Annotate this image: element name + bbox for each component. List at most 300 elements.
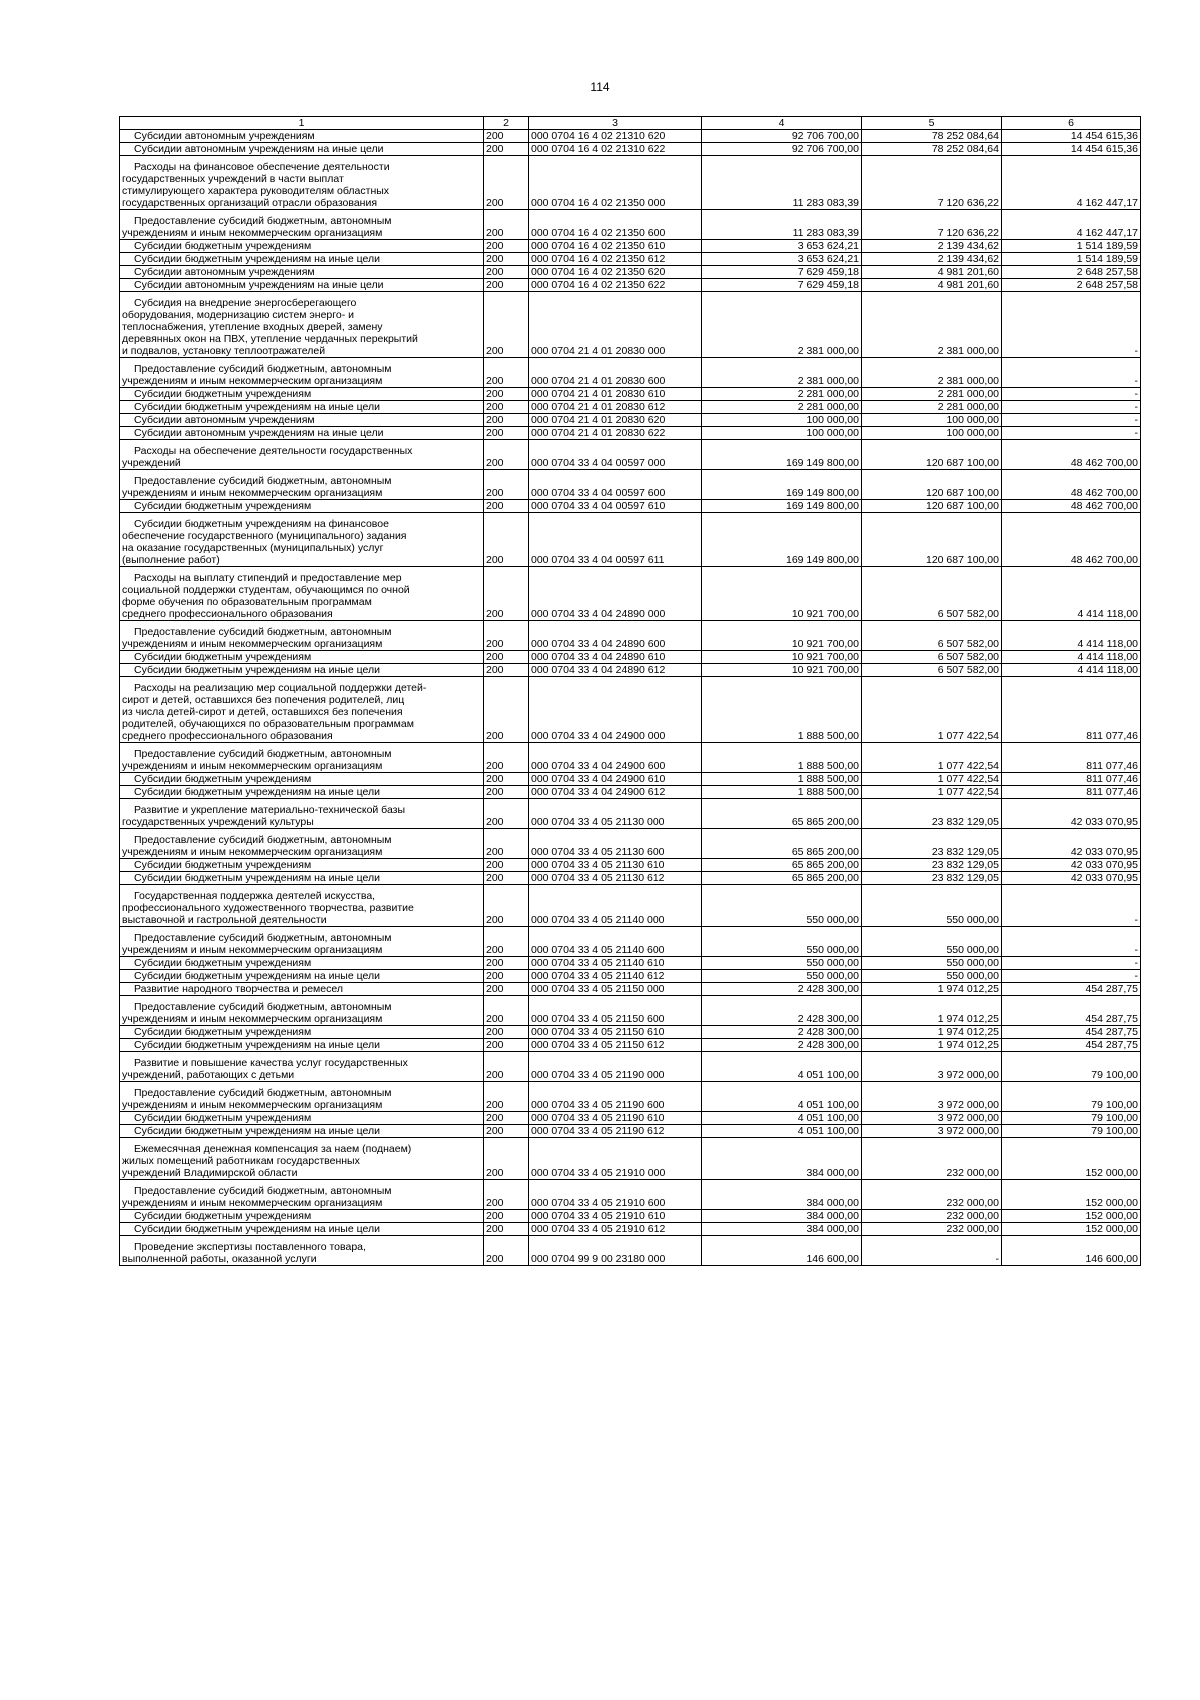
row-name xyxy=(120,664,484,677)
row-col4: 2 381 000,00 xyxy=(702,358,862,388)
row-name-line: Субсидии бюджетным учреждениям xyxy=(134,651,312,663)
row-col5: 23 832 129,05 xyxy=(862,799,1002,829)
row-code: 200 xyxy=(484,427,529,440)
row-kbk: 000 0704 33 4 04 24890 610 xyxy=(529,651,702,664)
row-kbk: 000 0704 33 4 04 00597 610 xyxy=(529,500,702,513)
row-name-line: Субсидии бюджетным учреждениям xyxy=(134,957,312,969)
row-name-line: выставочной и гастрольной деятельности xyxy=(122,914,327,926)
row-col4: 10 921 700,00 xyxy=(702,567,862,621)
row-code: 200 xyxy=(484,358,529,388)
row-col5: 4 981 201,60 xyxy=(862,279,1002,292)
row-code: 200 xyxy=(484,500,529,513)
row-kbk: 000 0704 33 4 05 21130 612 xyxy=(529,872,702,885)
row-name-line: Развитие народного творчества и ремесел xyxy=(134,983,343,995)
row-name-line: Субсидии бюджетным учреждениям на иные цели xyxy=(134,1223,380,1235)
row-kbk: 000 0704 33 4 05 21130 600 xyxy=(529,829,702,859)
row-name xyxy=(120,1180,484,1210)
row-col5: 6 507 582,00 xyxy=(862,651,1002,664)
row-kbk: 000 0704 33 4 04 00597 000 xyxy=(529,440,702,470)
row-col4: 2 428 300,00 xyxy=(702,1039,862,1052)
row-name-line: Субсидии бюджетным учреждениям xyxy=(134,240,312,252)
row-name xyxy=(120,786,484,799)
row-name-line: Расходы на финансовое обеспечение деятельности xyxy=(134,161,390,173)
row-code: 200 xyxy=(484,970,529,983)
row-name xyxy=(120,240,484,253)
row-col6: - xyxy=(1002,401,1141,414)
header-cell: 3 xyxy=(529,117,702,130)
table-row xyxy=(120,470,1141,500)
row-col5: 7 120 636,22 xyxy=(862,210,1002,240)
row-col6: 4 414 118,00 xyxy=(1002,621,1141,651)
row-col5: 100 000,00 xyxy=(862,427,1002,440)
row-name xyxy=(120,401,484,414)
row-name xyxy=(120,440,484,470)
row-name-line: Субсидии бюджетным учреждениям на иные цели xyxy=(134,253,380,265)
row-kbk: 000 0704 33 4 05 21190 600 xyxy=(529,1082,702,1112)
row-col5: 550 000,00 xyxy=(862,885,1002,927)
row-col5: 1 077 422,54 xyxy=(862,773,1002,786)
row-col6: - xyxy=(1002,414,1141,427)
header-cell: 1 xyxy=(120,117,484,130)
row-name-line: учреждениям и иным некоммерческим организациям xyxy=(122,487,383,499)
table-body xyxy=(120,130,1141,1266)
row-kbk: 000 0704 33 4 05 21150 600 xyxy=(529,996,702,1026)
row-col6: 811 077,46 xyxy=(1002,773,1141,786)
row-name-line: форме обучения по образовательным программам xyxy=(122,596,372,608)
row-col6: 48 462 700,00 xyxy=(1002,470,1141,500)
row-name-line: Субсидии автономным учреждениям на иные цели xyxy=(134,279,384,291)
row-name-line: жилых помещений работникам государственных xyxy=(122,1155,360,1167)
table-row xyxy=(120,677,1141,743)
row-name-line: Субсидии бюджетным учреждениям на финансовое xyxy=(134,518,389,530)
row-name-line: (выполнение работ) xyxy=(122,554,220,566)
row-name xyxy=(120,470,484,500)
row-col4: 4 051 100,00 xyxy=(702,1112,862,1125)
row-col6: 146 600,00 xyxy=(1002,1236,1141,1266)
table-row xyxy=(120,664,1141,677)
row-name-line: из числа детей-сирот и детей, оставшихся без попечения xyxy=(122,706,403,718)
row-col4: 550 000,00 xyxy=(702,970,862,983)
row-code: 200 xyxy=(484,156,529,210)
table-row xyxy=(120,996,1141,1026)
row-kbk: 000 0704 16 4 02 21350 610 xyxy=(529,240,702,253)
row-col6: 2 648 257,58 xyxy=(1002,266,1141,279)
row-code: 200 xyxy=(484,143,529,156)
row-col5: 1 974 012,25 xyxy=(862,1026,1002,1039)
row-name-line: Субсидии бюджетным учреждениям xyxy=(134,388,312,400)
row-code: 200 xyxy=(484,1052,529,1082)
row-kbk: 000 0704 21 4 01 20830 600 xyxy=(529,358,702,388)
row-col5: 78 252 084,64 xyxy=(862,130,1002,143)
row-col6: 79 100,00 xyxy=(1002,1125,1141,1138)
row-name-line: Расходы на обеспечение деятельности государственных xyxy=(134,445,413,457)
row-kbk: 000 0704 33 4 05 21130 000 xyxy=(529,799,702,829)
row-col5: 2 281 000,00 xyxy=(862,388,1002,401)
row-code: 200 xyxy=(484,1223,529,1236)
row-col5: 2 381 000,00 xyxy=(862,358,1002,388)
row-col5: 1 077 422,54 xyxy=(862,743,1002,773)
row-name xyxy=(120,651,484,664)
row-name xyxy=(120,500,484,513)
row-col4: 65 865 200,00 xyxy=(702,829,862,859)
row-col4: 169 149 800,00 xyxy=(702,470,862,500)
row-col5: 550 000,00 xyxy=(862,970,1002,983)
row-name-line: учреждениям и иным некоммерческим организациям xyxy=(122,1197,383,1209)
row-name xyxy=(120,253,484,266)
row-col5: 120 687 100,00 xyxy=(862,500,1002,513)
row-name xyxy=(120,1052,484,1082)
row-col6: 454 287,75 xyxy=(1002,996,1141,1026)
table-row xyxy=(120,829,1141,859)
row-kbk: 000 0704 33 4 05 21140 600 xyxy=(529,927,702,957)
row-name-line: теплоснабжения, утепление входных дверей, замену xyxy=(122,321,383,333)
row-col6: 42 033 070,95 xyxy=(1002,799,1141,829)
header-cell: 2 xyxy=(484,117,529,130)
row-name xyxy=(120,621,484,651)
row-name xyxy=(120,872,484,885)
row-code: 200 xyxy=(484,253,529,266)
row-col5: 1 974 012,25 xyxy=(862,983,1002,996)
row-kbk: 000 0704 16 4 02 21310 620 xyxy=(529,130,702,143)
row-col5: 100 000,00 xyxy=(862,414,1002,427)
row-name-line: Расходы на реализацию мер социальной поддержки детей- xyxy=(134,682,427,694)
row-name xyxy=(120,143,484,156)
table-row xyxy=(120,427,1141,440)
row-name-line: Субсидии бюджетным учреждениям xyxy=(134,859,312,871)
row-name-line: учреждениям и иным некоммерческим организациям xyxy=(122,846,383,858)
row-col6: - xyxy=(1002,358,1141,388)
row-name-line: Субсидии бюджетным учреждениям xyxy=(134,500,312,512)
row-col4: 100 000,00 xyxy=(702,414,862,427)
row-code: 200 xyxy=(484,1210,529,1223)
row-col4: 100 000,00 xyxy=(702,427,862,440)
row-kbk: 000 0704 33 4 04 24900 000 xyxy=(529,677,702,743)
row-code: 200 xyxy=(484,401,529,414)
row-name-line: Субсидии бюджетным учреждениям на иные цели xyxy=(134,1039,380,1051)
table-row xyxy=(120,885,1141,927)
table-row xyxy=(120,927,1141,957)
row-col6: 42 033 070,95 xyxy=(1002,872,1141,885)
row-code: 200 xyxy=(484,1039,529,1052)
row-code: 200 xyxy=(484,210,529,240)
row-name-line: государственных учреждений культуры xyxy=(122,816,314,828)
row-name-line: Субсидии автономным учреждениям на иные цели xyxy=(134,143,384,155)
table-row xyxy=(120,1026,1141,1039)
row-name-line: выполненной работы, оказанной услуги xyxy=(122,1253,317,1265)
row-col5: - xyxy=(862,1236,1002,1266)
table-row xyxy=(120,743,1141,773)
row-code: 200 xyxy=(484,621,529,651)
row-name-line: среднего профессионального образования xyxy=(122,608,333,620)
row-kbk: 000 0704 16 4 02 21350 600 xyxy=(529,210,702,240)
row-kbk: 000 0704 99 9 00 23180 000 xyxy=(529,1236,702,1266)
row-col5: 3 972 000,00 xyxy=(862,1052,1002,1082)
row-col4: 10 921 700,00 xyxy=(702,664,862,677)
row-name xyxy=(120,927,484,957)
row-code: 200 xyxy=(484,927,529,957)
row-name xyxy=(120,513,484,567)
row-col4: 550 000,00 xyxy=(702,957,862,970)
row-kbk: 000 0704 33 4 05 21910 000 xyxy=(529,1138,702,1180)
row-kbk: 000 0704 21 4 01 20830 610 xyxy=(529,388,702,401)
row-col6: 4 414 118,00 xyxy=(1002,567,1141,621)
row-col5: 4 981 201,60 xyxy=(862,266,1002,279)
table-row xyxy=(120,1112,1141,1125)
row-name-line: государственных учреждений в части выплат xyxy=(122,173,344,185)
row-col6: 4 162 447,17 xyxy=(1002,156,1141,210)
row-name-line: деревянных окон на ПВХ, утепление чердачных перекрытий xyxy=(122,333,418,345)
table-row xyxy=(120,621,1141,651)
row-name-line: учреждениям и иным некоммерческим организациям xyxy=(122,638,383,650)
header-cell: 6 xyxy=(1002,117,1141,130)
row-col4: 169 149 800,00 xyxy=(702,513,862,567)
row-name-line: Субсидии бюджетным учреждениям на иные цели xyxy=(134,786,380,798)
row-name-line: на оказание государственных (муниципальных) услуг xyxy=(122,542,384,554)
row-code: 200 xyxy=(484,414,529,427)
row-name-line: Субсидии бюджетным учреждениям xyxy=(134,1026,312,1038)
row-name-line: обеспечение государственного (муниципального) задания xyxy=(122,530,407,542)
row-name-line: Предоставление субсидий бюджетным, автономным xyxy=(134,363,392,375)
row-kbk: 000 0704 33 4 04 00597 600 xyxy=(529,470,702,500)
row-col5: 120 687 100,00 xyxy=(862,440,1002,470)
row-name-line: среднего профессионального образования xyxy=(122,730,333,742)
row-col4: 92 706 700,00 xyxy=(702,143,862,156)
row-code: 200 xyxy=(484,240,529,253)
row-col6: 14 454 615,36 xyxy=(1002,143,1141,156)
row-name xyxy=(120,130,484,143)
budget-table xyxy=(119,116,1141,1266)
row-name-line: Предоставление субсидий бюджетным, автономным xyxy=(134,932,392,944)
row-col6: - xyxy=(1002,885,1141,927)
row-col4: 550 000,00 xyxy=(702,885,862,927)
row-code: 200 xyxy=(484,1026,529,1039)
row-name xyxy=(120,210,484,240)
row-code: 200 xyxy=(484,470,529,500)
table-row xyxy=(120,1180,1141,1210)
row-name xyxy=(120,1082,484,1112)
row-name-line: профессионального художественного творчества, развитие xyxy=(122,902,414,914)
row-kbk: 000 0704 33 4 05 21150 612 xyxy=(529,1039,702,1052)
row-code: 200 xyxy=(484,957,529,970)
row-name-line: Предоставление субсидий бюджетным, автономным xyxy=(134,1001,392,1013)
row-col4: 1 888 500,00 xyxy=(702,786,862,799)
row-col6: - xyxy=(1002,927,1141,957)
table-row xyxy=(120,1082,1141,1112)
row-col5: 1 077 422,54 xyxy=(862,677,1002,743)
row-col4: 384 000,00 xyxy=(702,1138,862,1180)
table-row xyxy=(120,358,1141,388)
row-col6: 79 100,00 xyxy=(1002,1052,1141,1082)
row-col5: 232 000,00 xyxy=(862,1223,1002,1236)
row-name xyxy=(120,743,484,773)
row-code: 200 xyxy=(484,1138,529,1180)
row-name xyxy=(120,829,484,859)
table-row xyxy=(120,156,1141,210)
row-kbk: 000 0704 16 4 02 21310 622 xyxy=(529,143,702,156)
row-col5: 6 507 582,00 xyxy=(862,664,1002,677)
row-name-line: учреждениям и иным некоммерческим организациям xyxy=(122,227,383,239)
row-name-line: социальной поддержки студентам, обучающимся по очной xyxy=(122,584,410,596)
row-code: 200 xyxy=(484,885,529,927)
row-col4: 3 653 624,21 xyxy=(702,253,862,266)
table-row xyxy=(120,1138,1141,1180)
table-row xyxy=(120,1052,1141,1082)
table-row xyxy=(120,292,1141,358)
row-col6: 454 287,75 xyxy=(1002,983,1141,996)
table-row xyxy=(120,786,1141,799)
row-col4: 92 706 700,00 xyxy=(702,130,862,143)
row-col6: 811 077,46 xyxy=(1002,677,1141,743)
row-name-line: учреждениям и иным некоммерческим организациям xyxy=(122,760,383,772)
row-kbk: 000 0704 33 4 05 21910 612 xyxy=(529,1223,702,1236)
row-name-line: Предоставление субсидий бюджетным, автономным xyxy=(134,834,392,846)
header-row xyxy=(120,117,1141,130)
row-name xyxy=(120,983,484,996)
row-name-line: Субсидии бюджетным учреждениям на иные цели xyxy=(134,664,380,676)
row-col4: 65 865 200,00 xyxy=(702,859,862,872)
row-name-line: стимулирующего характера руководителям областных xyxy=(122,185,390,197)
row-col5: 2 381 000,00 xyxy=(862,292,1002,358)
table-row xyxy=(120,983,1141,996)
header-cell: 4 xyxy=(702,117,862,130)
row-kbk: 000 0704 33 4 04 24890 600 xyxy=(529,621,702,651)
row-name-line: родителей, обучающихся по образовательным программам xyxy=(122,718,414,730)
row-col6: 14 454 615,36 xyxy=(1002,130,1141,143)
row-code: 200 xyxy=(484,513,529,567)
row-kbk: 000 0704 33 4 04 24900 610 xyxy=(529,773,702,786)
row-col4: 2 281 000,00 xyxy=(702,401,862,414)
row-name-line: Предоставление субсидий бюджетным, автономным xyxy=(134,1185,392,1197)
row-kbk: 000 0704 33 4 05 21130 610 xyxy=(529,859,702,872)
row-name xyxy=(120,677,484,743)
row-col4: 7 629 459,18 xyxy=(702,266,862,279)
row-col6: 48 462 700,00 xyxy=(1002,500,1141,513)
row-code: 200 xyxy=(484,829,529,859)
row-name-line: сирот и детей, оставшихся без попечения родителей, лиц xyxy=(122,694,405,706)
row-code: 200 xyxy=(484,773,529,786)
row-name xyxy=(120,567,484,621)
table-row xyxy=(120,970,1141,983)
row-name-line: Субсидии бюджетным учреждениям xyxy=(134,1112,312,1124)
row-col5: 2 281 000,00 xyxy=(862,401,1002,414)
row-name xyxy=(120,885,484,927)
row-code: 200 xyxy=(484,743,529,773)
table-row xyxy=(120,266,1141,279)
row-code: 200 xyxy=(484,786,529,799)
row-code: 200 xyxy=(484,388,529,401)
row-col5: 2 139 434,62 xyxy=(862,240,1002,253)
row-code: 200 xyxy=(484,651,529,664)
row-name xyxy=(120,1236,484,1266)
row-code: 200 xyxy=(484,440,529,470)
row-col4: 10 921 700,00 xyxy=(702,621,862,651)
row-col4: 4 051 100,00 xyxy=(702,1125,862,1138)
row-kbk: 000 0704 33 4 05 21910 610 xyxy=(529,1210,702,1223)
row-col5: 3 972 000,00 xyxy=(862,1082,1002,1112)
row-code: 200 xyxy=(484,266,529,279)
table-row xyxy=(120,799,1141,829)
row-col5: 23 832 129,05 xyxy=(862,872,1002,885)
row-name xyxy=(120,1125,484,1138)
row-col5: 2 139 434,62 xyxy=(862,253,1002,266)
row-col4: 2 428 300,00 xyxy=(702,996,862,1026)
row-name xyxy=(120,358,484,388)
row-kbk: 000 0704 33 4 05 21150 000 xyxy=(529,983,702,996)
row-kbk: 000 0704 33 4 05 21910 600 xyxy=(529,1180,702,1210)
row-col5: 232 000,00 xyxy=(862,1210,1002,1223)
row-name xyxy=(120,388,484,401)
row-col6: - xyxy=(1002,970,1141,983)
row-name-line: Субсидии бюджетным учреждениям на иные цели xyxy=(134,872,380,884)
row-name xyxy=(120,1026,484,1039)
row-col6: 152 000,00 xyxy=(1002,1223,1141,1236)
table-row xyxy=(120,567,1141,621)
table-row xyxy=(120,1210,1141,1223)
row-col4: 11 283 083,39 xyxy=(702,156,862,210)
row-col4: 2 428 300,00 xyxy=(702,1026,862,1039)
row-name xyxy=(120,427,484,440)
row-code: 200 xyxy=(484,677,529,743)
row-name-line: Предоставление субсидий бюджетным, автономным xyxy=(134,475,392,487)
table-row xyxy=(120,1223,1141,1236)
row-col4: 11 283 083,39 xyxy=(702,210,862,240)
row-code: 200 xyxy=(484,1112,529,1125)
table-row xyxy=(120,500,1141,513)
table-row xyxy=(120,279,1141,292)
row-name-line: учреждений Владимирской области xyxy=(122,1167,298,1179)
table-row xyxy=(120,401,1141,414)
row-col6: 42 033 070,95 xyxy=(1002,859,1141,872)
row-col4: 65 865 200,00 xyxy=(702,799,862,829)
row-kbk: 000 0704 16 4 02 21350 622 xyxy=(529,279,702,292)
row-name-line: Предоставление субсидий бюджетным, автономным xyxy=(134,626,392,638)
row-kbk: 000 0704 33 4 05 21150 610 xyxy=(529,1026,702,1039)
row-kbk: 000 0704 33 4 05 21190 000 xyxy=(529,1052,702,1082)
table-row xyxy=(120,1125,1141,1138)
row-kbk: 000 0704 33 4 05 21190 612 xyxy=(529,1125,702,1138)
row-col5: 1 077 422,54 xyxy=(862,786,1002,799)
row-col4: 384 000,00 xyxy=(702,1210,862,1223)
row-col6: 4 162 447,17 xyxy=(1002,210,1141,240)
row-col6: 2 648 257,58 xyxy=(1002,279,1141,292)
row-col5: 120 687 100,00 xyxy=(862,470,1002,500)
row-name-line: государственных организаций отрасли образования xyxy=(122,197,378,209)
row-name-line: Предоставление субсидий бюджетным, автономным xyxy=(134,215,392,227)
row-col5: 6 507 582,00 xyxy=(862,567,1002,621)
row-kbk: 000 0704 16 4 02 21350 000 xyxy=(529,156,702,210)
row-kbk: 000 0704 21 4 01 20830 622 xyxy=(529,427,702,440)
row-name-line: Проведение экспертизы поставленного товара, xyxy=(134,1241,366,1253)
row-name-line: учреждениям и иным некоммерческим организациям xyxy=(122,375,383,387)
row-col4: 1 888 500,00 xyxy=(702,773,862,786)
row-col5: 120 687 100,00 xyxy=(862,513,1002,567)
row-col4: 2 428 300,00 xyxy=(702,983,862,996)
row-name xyxy=(120,799,484,829)
row-kbk: 000 0704 21 4 01 20830 620 xyxy=(529,414,702,427)
row-code: 200 xyxy=(484,279,529,292)
row-name-line: Субсидии автономным учреждениям xyxy=(134,266,315,278)
row-name xyxy=(120,970,484,983)
row-col4: 4 051 100,00 xyxy=(702,1052,862,1082)
row-name xyxy=(120,996,484,1026)
table-row xyxy=(120,859,1141,872)
row-name-line: учреждениям и иным некоммерческим организациям xyxy=(122,1013,383,1025)
row-name-line: и подвалов, установку теплоотражателей xyxy=(122,345,326,357)
row-name xyxy=(120,1138,484,1180)
row-kbk: 000 0704 16 4 02 21350 612 xyxy=(529,253,702,266)
row-col6: 454 287,75 xyxy=(1002,1026,1141,1039)
row-name-line: оборудования, модернизацию систем энерго- и xyxy=(122,309,354,321)
